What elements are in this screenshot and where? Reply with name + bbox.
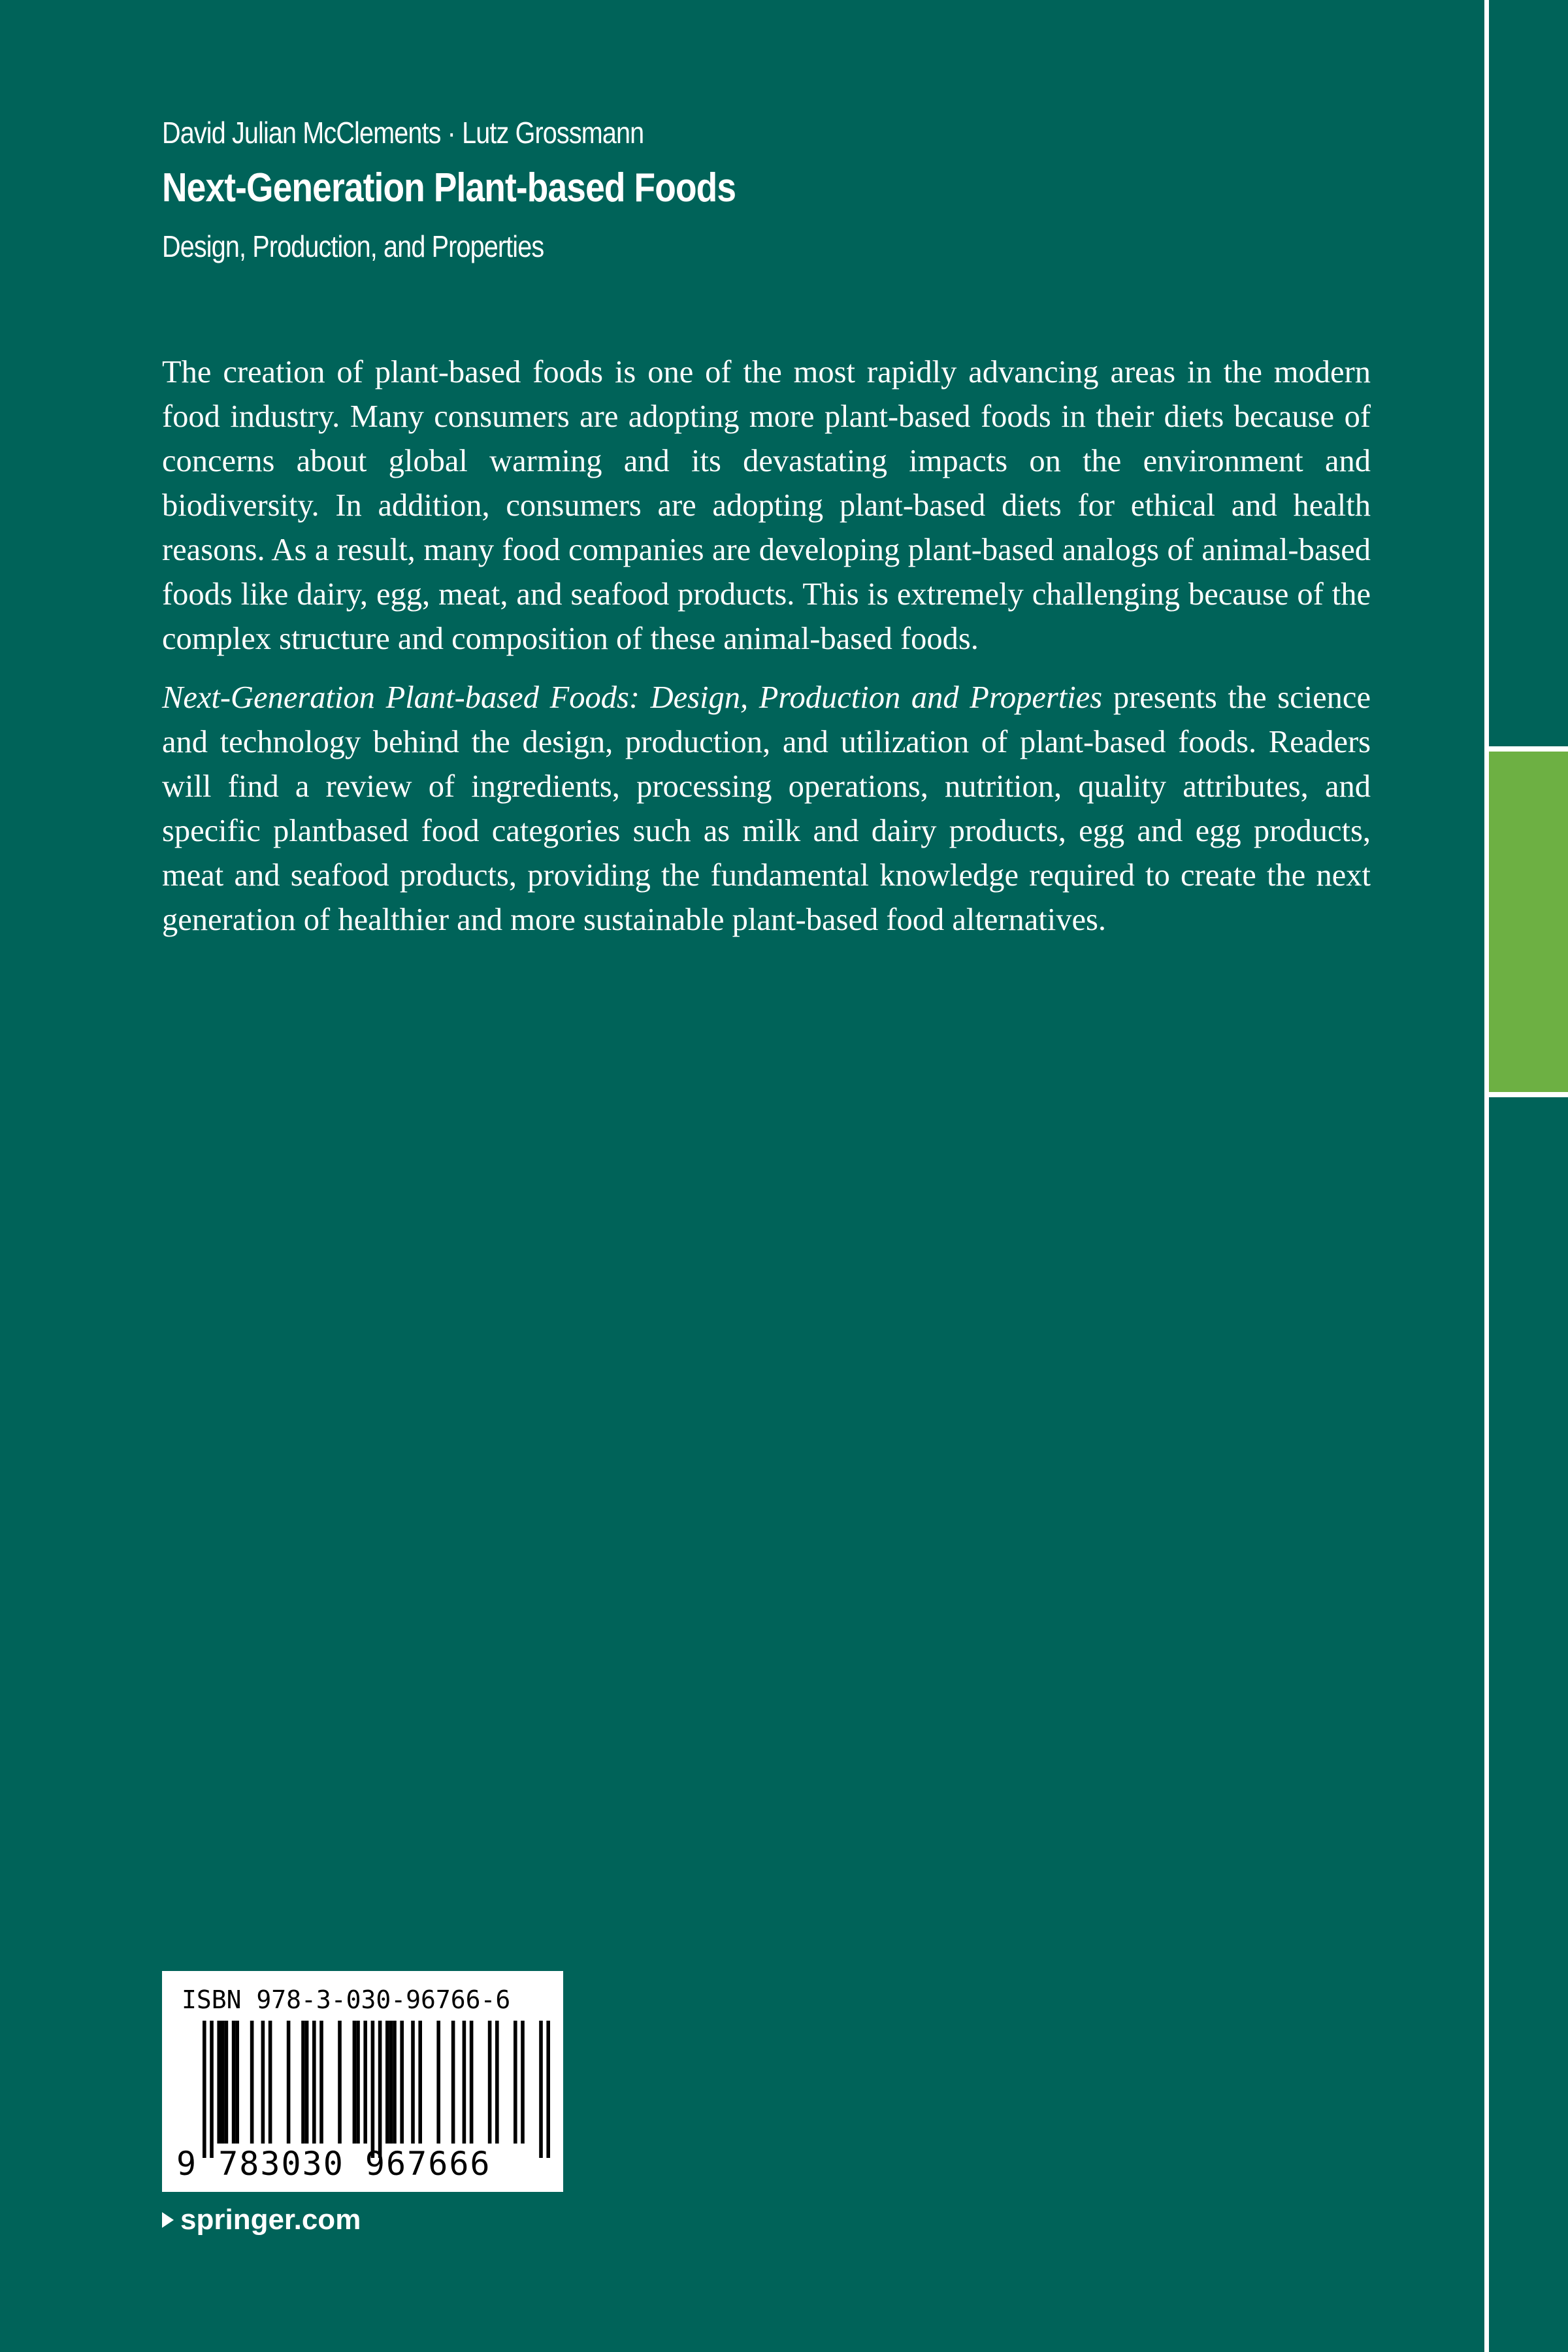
- author-names: David Julian McClements · Lutz Grossmann: [162, 116, 644, 150]
- barcode-bar: [385, 2021, 389, 2144]
- barcode-bar: [261, 2021, 265, 2144]
- barcode-bar: [400, 2021, 404, 2144]
- barcode-bar: [203, 2021, 206, 2158]
- barcode-bar: [488, 2021, 492, 2144]
- barcode-bar: [353, 2021, 357, 2144]
- publisher-link[interactable]: [162, 2204, 361, 2236]
- barcode-bar: [301, 2021, 305, 2144]
- barcode-bar: [287, 2021, 291, 2144]
- barcode-bar: [470, 2021, 474, 2144]
- barcode-bar: [225, 2021, 229, 2144]
- accent-color-tab: [1489, 746, 1568, 1097]
- description-paragraph-2: [162, 676, 1371, 942]
- ean-digits: 9 783030 967666: [176, 2145, 491, 2183]
- barcode-bar: [338, 2021, 342, 2144]
- barcode-bar: [546, 2021, 550, 2158]
- barcode-bar: [371, 2021, 375, 2158]
- barcode-bar: [521, 2021, 525, 2144]
- barcode-bar: [418, 2021, 422, 2144]
- description-paragraph-2-text: presents the science and technology behind the design, production, and utilization of plant-based foods. Readers will find a review of ingredients, processing operations, nutrition, quality attributes, and specific plantbased food categories such as milk and dairy products, egg and egg products, meat and seafood products, providing the fundamental knowledge required to create the next generation of healthier and more sustainable plant-based food alternatives.: [162, 680, 1371, 937]
- book-subtitle: Design, Production, and Properties: [162, 229, 544, 263]
- barcode-bar: [319, 2021, 323, 2144]
- barcode-bar: [378, 2021, 382, 2158]
- barcode-bar: [210, 2021, 214, 2158]
- barcode-bar: [217, 2021, 221, 2144]
- barcode-bar: [356, 2021, 360, 2144]
- barcode-bar: [436, 2021, 440, 2144]
- barcode-bar: [514, 2021, 517, 2144]
- barcode-bar: [250, 2021, 254, 2144]
- barcode-bar: [495, 2021, 499, 2144]
- barcode-bar: [363, 2021, 367, 2144]
- barcode-bar: [305, 2021, 309, 2144]
- publisher-url: springer.com: [180, 2204, 361, 2236]
- barcode-bar: [411, 2021, 415, 2144]
- barcode-bar: [235, 2021, 239, 2144]
- barcode-bar: [463, 2021, 466, 2144]
- book-title: Next-Generation Plant-based Foods: [162, 165, 736, 210]
- barcode-bar: [451, 2021, 455, 2144]
- description-paragraph-1: The creation of plant-based foods is one of the most rapidly advancing areas in the modern food industry. Many consumers are adopting more plant-based foods in their diets because of concerns about global warming and its devastating impacts on the environment and biodiversity. In addition, consumers are adopting plant-based diets for ethical and health reasons. As a result, many food companies are developing plant-based analogs of animal-based foods like dairy, egg, meat, and seafood products. This is extremely challenging because of the complex structure and composition of these animal-based foods.: [162, 355, 1371, 656]
- isbn-barcode: [162, 1971, 563, 2192]
- barcode-bar: [232, 2021, 236, 2144]
- barcode-bar: [539, 2021, 543, 2158]
- barcode-bar: [393, 2021, 397, 2144]
- isbn-label: ISBN 978-3-030-96766-6: [182, 1985, 511, 2014]
- arrow-right-icon: [162, 2212, 174, 2228]
- spine-divider: [1484, 0, 1489, 2352]
- book-description: [162, 350, 1371, 957]
- barcode-bar: [221, 2021, 225, 2144]
- barcode-bar: [312, 2021, 316, 2144]
- book-title-italic: Next-Generation Plant-based Foods: Design, Production and Properties: [162, 680, 1103, 715]
- barcode-bar: [389, 2021, 393, 2144]
- barcode-bar: [269, 2021, 272, 2144]
